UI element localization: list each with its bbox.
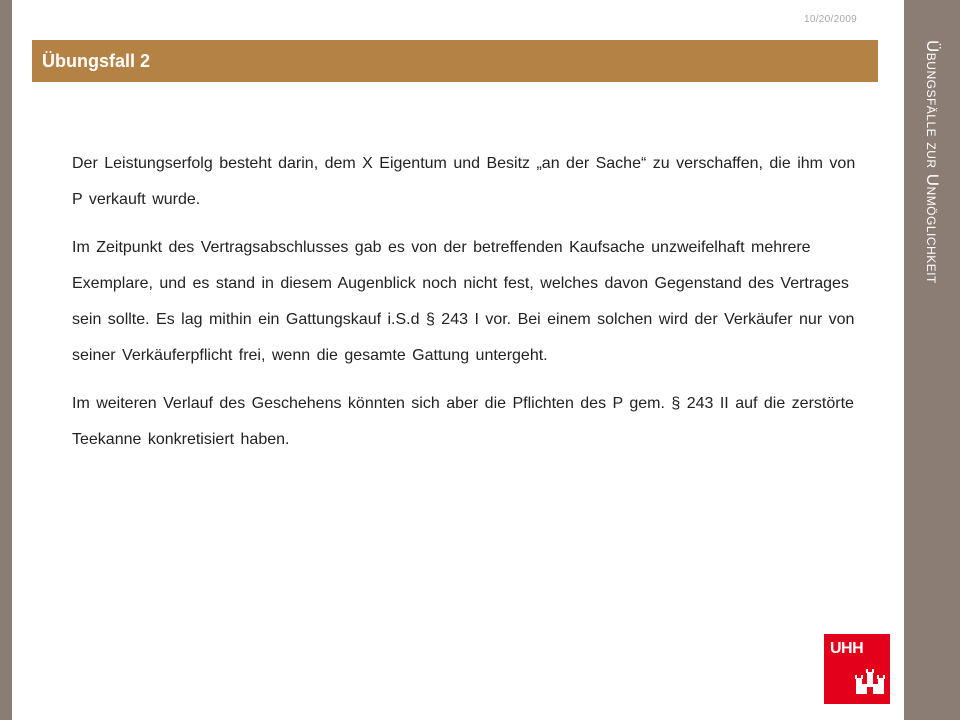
castle-icon xyxy=(854,666,886,698)
slide-body xyxy=(72,146,872,470)
paragraph-1: Der Leistungserfolg besteht darin, dem X Eigentum und Besitz „an der Sache“ zu verschaffen, die ihm von P verkauft wurde. xyxy=(72,155,856,208)
left-decorative-band xyxy=(0,0,12,720)
paragraph-2: Im Zeitpunkt des Vertragsabschlusses gab es von der betreffenden Kaufsache unzweifelhaft mehrere Exemplare, und es stand in diesem Augenblick noch nicht fest, welches davon Gegenstand des Vertrages sein sollte. Es lag mithin ein Gattungskauf i.S.d § 243 I vor. Bei einem solchen wird der Verkäufer nur von seiner Verkäuferpflicht frei, wenn die gesamte Gattung untergeht. xyxy=(72,239,855,364)
slide-date: 10/20/2009 xyxy=(804,14,858,25)
side-title: Übungsfälle zur Unmöglichkeit xyxy=(923,40,942,284)
paragraph-3: Im weiteren Verlauf des Geschehens könnten sich aber die Pflichten des P gem. § 243 II auf die zerstörte Teekanne konkretisiert haben. xyxy=(72,395,854,448)
slide-title: Übungsfall 2 xyxy=(42,50,151,71)
logo-text: UHH xyxy=(830,640,864,657)
title-bar xyxy=(32,40,878,82)
right-decorative-band xyxy=(904,0,960,720)
university-logo xyxy=(824,634,890,704)
